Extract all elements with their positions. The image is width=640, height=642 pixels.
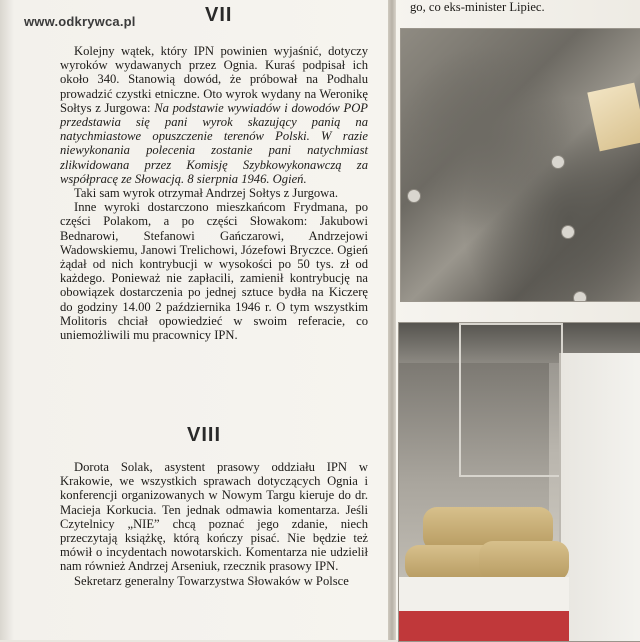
paragraph: Taki sam wyrok otrzymał Andrzej Sołtys z Jurgowa. — [74, 186, 339, 201]
paragraph: Dorota Solak, asystent prasowy oddziału IPN w Krakowie, we wszystkich sprawach dotyczących Ognia i konferencji organizowanych w Nowym Targu kieruje do dr. Macieja Korkucia. Ten jednak odmawia komentarza. Jeśli Czytelnicy „NIE” chcą poznać jego zdanie, niech przeczytają książkę, którą kończy pisać. Nie będzie też mówił o incydentach nowotarskich. Komentarza nie udzielił nam również Andrzej Arseniuk, rzecznik prasowy IPN. — [60, 460, 368, 574]
shirt-button — [407, 189, 421, 203]
shirt-photo — [400, 28, 640, 302]
room-photo — [398, 322, 640, 642]
section-vii-text — [60, 44, 368, 342]
paragraph: Inne wyroki dostarczono mieszkańcom Frydmana, po części Polakom, a po części Słowakom: Jakubowi Bednarowi, Stefanowi Gańczarowi, Andrzejowi Wadowskiemu, Janowi Trelichowi, Józefowi Bryczce. Ogień żądał od nich kontrybucji w wysokości po 50 tys. zł od każdego. Ponieważ nie zapłacili, zamienił kontrybucję na obowiązek dostarczenia po jednej sztuce bydła na Kiczerę do godziny 14.00 2 października 1946 r. O tym wszystkim Molitoris chciał opowiedzieć w swoim referacie, co uniemożliwili mu pracownicy IPN. — [60, 200, 368, 343]
shirt-button — [551, 155, 565, 169]
room-door — [559, 353, 640, 641]
section-viii-text — [60, 460, 368, 588]
sack — [479, 541, 569, 581]
window-frame — [459, 323, 563, 477]
flag-red-stripe — [399, 611, 569, 641]
shirt-button — [573, 291, 587, 302]
section-vii-heading: VII — [205, 4, 233, 26]
quoted-verdict: Na podstawie wywiadów i dowodów POP przedstawia się pani wyrok skazujący panią na natychmiastowe opuszczenie terenów Polski. W razie niewykonania polecenia zostanie pani natychmiast zlikwidowana przez Komisję Szybkowykonawczą za współpracę ze Słowacją. 8 sierpnia 1946. Ogień. — [60, 100, 368, 186]
paragraph — [60, 44, 368, 186]
paragraph: Sekretarz generalny Towarzystwa Słowaków w Polsce — [74, 573, 349, 588]
paper-tag — [587, 83, 640, 152]
watermark: www.odkrywca.pl — [24, 14, 136, 29]
shirt-button — [561, 225, 575, 239]
paragraph-text: Kolejny wątek, który IPN powinien wyjaśnić, dotyczy wyroków wydawanych przez Ognia. Kuraś podpisał ich około 340. Stanowią dowód, że próbował na Podhalu prowadzić czystki etniczne. Oto wyrok wydany na Weronikę Sołtys z Jurgowa: — [60, 44, 368, 115]
flag-white-stripe — [399, 577, 569, 611]
page-crease — [388, 0, 396, 640]
section-viii-heading: VIII — [187, 424, 222, 446]
right-caption: go, co eks-minister Lipiec. — [410, 0, 545, 14]
